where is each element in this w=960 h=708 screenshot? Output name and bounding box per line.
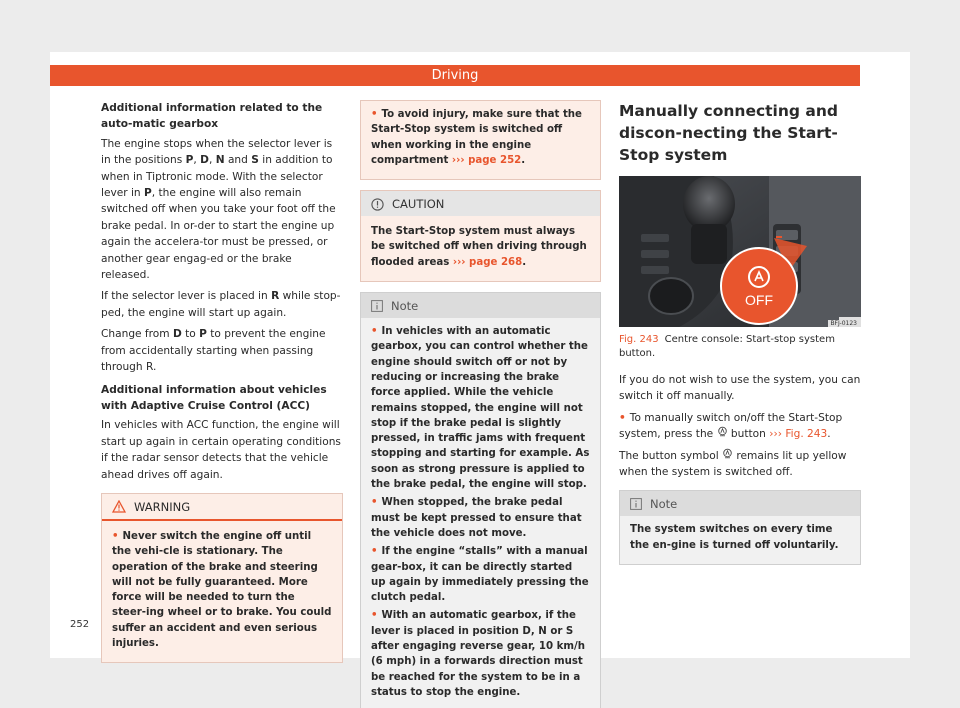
bullet-icon: •	[619, 411, 626, 424]
note-item	[371, 495, 590, 541]
note-item	[371, 544, 590, 605]
text: in addition to when in Tiptronic mode. With the selector lever in	[101, 154, 333, 200]
gear-p: P	[144, 187, 152, 200]
gear-r: R	[271, 290, 280, 303]
warning-title: WARNING	[134, 499, 191, 514]
figure-caption	[619, 333, 861, 360]
paragraph-button-symbol	[619, 448, 861, 481]
figure-link[interactable]: ››› Fig. 243	[769, 428, 828, 441]
paragraph-manual-switch: If you do not wish to use the system, you can switch it off manually.	[619, 374, 861, 403]
text: With an automatic gearbox, if the lever is placed in position D, N or S after engaging reverse gear, 10 km/h (6 mph) in a forwards direction must be reached for the system to be in a status to stop the engine.	[371, 610, 585, 698]
text: When stopped, the brake pedal must be kept pressed to ensure that the vehicle does not move.	[371, 497, 582, 539]
gear-p: P	[185, 154, 194, 167]
bullet-icon: •	[112, 530, 119, 542]
column-right	[619, 100, 861, 575]
note-text: The system switches on every time the en-gine is turned off voluntarily.	[630, 524, 839, 551]
off-label: OFF	[745, 292, 773, 308]
info-icon	[630, 498, 642, 510]
text: to	[181, 328, 200, 341]
note-title: Note	[391, 299, 419, 314]
text: to prevent the engine from accidentally starting when passing through R.	[101, 328, 326, 374]
note-body	[620, 516, 860, 564]
paragraph-acc: In vehicles with ACC function, the engine will start up again in certain operating conditions if the radar sensor detects that the vehicle ahead drives off again.	[101, 419, 341, 481]
caution-title: CAUTION	[392, 197, 445, 212]
text: remains lit up yellow when the system is switched off.	[619, 449, 847, 479]
gear-d: D	[200, 154, 209, 167]
note-box	[360, 292, 601, 708]
start-stop-icon	[722, 448, 733, 459]
note-item	[371, 608, 590, 700]
page-link[interactable]: ››› page 268	[452, 256, 523, 268]
bullet-icon: •	[371, 109, 378, 120]
paragraph-reverse	[101, 288, 343, 321]
page-link[interactable]: ››› page 252	[451, 154, 522, 166]
bullet-icon: •	[371, 546, 378, 558]
note-body	[361, 318, 600, 708]
caution-box	[360, 190, 601, 282]
note-header	[620, 491, 860, 516]
warning-box	[101, 493, 343, 663]
gear-s: S	[251, 154, 259, 167]
text: The button symbol	[619, 449, 723, 462]
caution-header	[361, 191, 600, 216]
caution-circle-icon	[371, 198, 384, 211]
note-box-right	[619, 490, 861, 565]
text: .	[827, 428, 831, 441]
column-left	[101, 100, 343, 673]
warning-continued-box	[360, 100, 601, 180]
caution-text	[371, 224, 590, 270]
figure-code: BFJ-0123	[830, 320, 857, 327]
text: Never switch the engine off until the vehi-cle is stationary. The operation of the brake and steering will not be fully guaranteed. More force will be needed to turn the steer-ing wheel or to brake. You could suffer an accident and even serious injuries.	[112, 530, 332, 650]
text: while stop-ped, the engine will start up again.	[101, 290, 341, 319]
bullet-icon: •	[371, 610, 378, 622]
warning-header	[102, 494, 342, 521]
text: Centre console: Start-stop system button.	[619, 334, 835, 359]
section-title: Manually connecting and discon-necting the Start-Stop system	[619, 102, 838, 164]
gear-p: P	[199, 328, 207, 341]
text: ,	[208, 154, 216, 167]
paragraph-selector-positions	[101, 136, 343, 284]
text: and	[224, 154, 252, 167]
start-stop-icon	[717, 426, 728, 437]
text: Change from	[101, 328, 173, 341]
text: To manually switch on/off the Start-Stop system, press the	[619, 411, 843, 441]
heading-acc: Additional information about vehicles with Adaptive Cruise Control (ACC)	[101, 383, 327, 412]
gear-n: N	[215, 154, 225, 167]
text: In vehicles with an automatic gearbox, you can control whether the engine should switch off or not by reducing or increasing the brake force applied. While the vehicle remains stopped, the engine will not stop if the brake pedal is slightly pressed, in traffic jams with frequent stopping and starting for example. As soon as strong pressure is applied to the brake pedal, the engine will stop.	[371, 326, 590, 491]
warning-triangle-icon	[112, 500, 126, 513]
text: The engine stops when the selector lever is in the positions	[101, 137, 333, 167]
gear-d: D	[172, 328, 182, 341]
heading-automatic-gearbox: Additional information related to the auto-matic gearbox	[101, 102, 323, 131]
text: If the engine “stalls” with a manual gear-box, it can be directly started up again by immediately pressing the clutch pedal.	[371, 546, 589, 604]
note-title: Note	[650, 497, 678, 512]
text: If the selector lever is placed in	[101, 290, 272, 303]
text: .	[522, 256, 527, 268]
text: The Start-Stop system must always be switched off when driving through flooded areas	[371, 226, 587, 268]
text: .	[521, 154, 526, 166]
paragraph-press-button	[619, 410, 861, 443]
bullet-icon: •	[371, 326, 378, 338]
figure-number: Fig. 243	[619, 334, 659, 345]
text: ,	[193, 154, 201, 167]
caution-body	[361, 216, 600, 281]
text: To avoid injury, make sure that the Start-Stop system is switched off when working in the engine compartment	[371, 109, 582, 166]
note-header	[361, 293, 600, 318]
paragraph-change-d-to-p	[101, 326, 343, 375]
column-middle	[360, 100, 601, 708]
text: , the engine will also remain switched off when you take your foot off the brake pedal. In or-der to start the engine up again the accelera-tor must be pressed, or another gear engag-ed or the brake released.	[101, 187, 336, 282]
warning-text	[112, 529, 332, 651]
bullet-icon: •	[371, 497, 378, 509]
warning-continued-body	[361, 107, 600, 179]
warning-body	[102, 521, 342, 662]
text: button	[727, 428, 770, 441]
figure-centre-console	[619, 176, 861, 327]
page-number: 252	[70, 619, 90, 630]
warning-continued-text	[371, 107, 590, 168]
page-header: Driving	[50, 65, 860, 86]
info-icon	[371, 300, 383, 312]
note-item	[371, 324, 590, 492]
